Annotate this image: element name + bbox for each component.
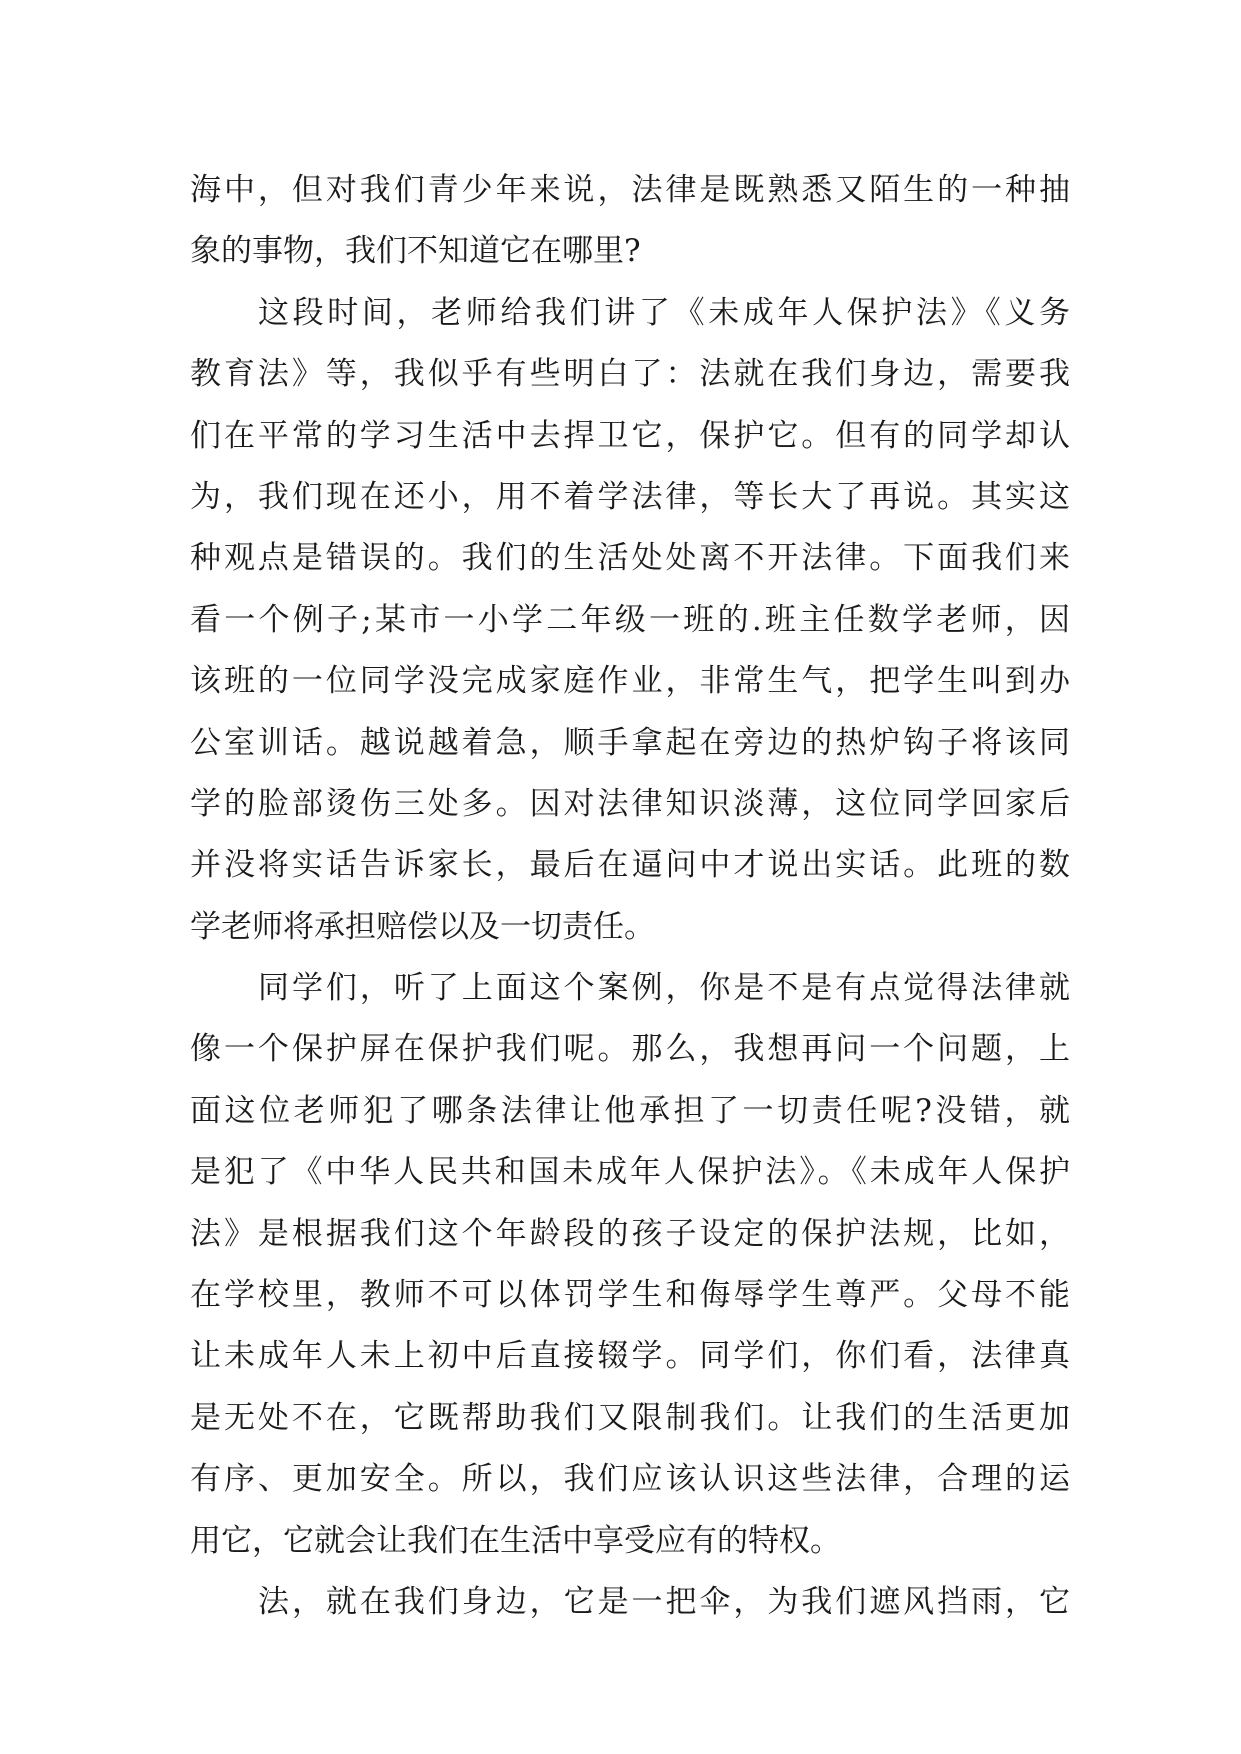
text-line: 在学校里，教师不可以体罚学生和侮辱学生尊严。父母不能 bbox=[190, 1277, 1070, 1314]
paragraph-start-line: 法，就在我们身边，它是一把伞，为我们遮风挡雨，它 bbox=[258, 1583, 1070, 1620]
paragraph-start-line: 这段时间，老师给我们讲了《未成年人保护法》《义务 bbox=[258, 294, 1070, 331]
text-line: 该班的一位同学没完成家庭作业，非常生气，把学生叫到办 bbox=[190, 663, 1070, 700]
text-line: 象的事物，我们不知道它在哪里? bbox=[190, 233, 641, 270]
text-line: 有序、更加安全。所以，我们应该认识这些法律，合理的运 bbox=[190, 1461, 1070, 1498]
text-line: 用它，它就会让我们在生活中享受应有的特权。 bbox=[190, 1522, 841, 1559]
text-line: 种观点是错误的。我们的生活处处离不开法律。下面我们来 bbox=[190, 540, 1070, 577]
text-line: 法》是根据我们这个年龄段的孩子设定的保护法规，比如， bbox=[190, 1215, 1070, 1252]
text-line: 是犯了《中华人民共和国未成年人保护法》。《未成年人保护 bbox=[190, 1154, 1070, 1191]
paragraph-start-line: 同学们，听了上面这个案例，你是不是有点觉得法律就 bbox=[258, 970, 1070, 1007]
text-line: 学的脸部烫伤三处多。因对法律知识淡薄，这位同学回家后 bbox=[190, 785, 1070, 822]
text-line: 为，我们现在还小，用不着学法律，等长大了再说。其实这 bbox=[190, 478, 1070, 515]
text-line: 并没将实话告诉家长，最后在逼问中才说出实话。此班的数 bbox=[190, 847, 1070, 884]
text-line: 海中，但对我们青少年来说，法律是既熟悉又陌生的一种抽 bbox=[190, 172, 1070, 208]
text-line: 像一个保护屏在保护我们呢。那么，我想再问一个问题，上 bbox=[190, 1031, 1070, 1068]
text-line: 让未成年人未上初中后直接辍学。同学们，你们看，法律真 bbox=[190, 1338, 1070, 1375]
text-line: 们在平常的学习生活中去捍卫它，保护它。但有的同学却认 bbox=[190, 417, 1070, 454]
text-line: 看一个例子;某市一小学二年级一班的.班主任数学老师，因 bbox=[190, 601, 1070, 638]
body-text bbox=[190, 160, 1070, 1633]
text-line: 学老师将承担赔偿以及一切责任。 bbox=[190, 908, 655, 945]
text-line: 教育法》等，我似乎有些明白了：法就在我们身边，需要我 bbox=[190, 356, 1070, 393]
text-line: 面这位老师犯了哪条法律让他承担了一切责任呢?没错，就 bbox=[190, 1092, 1070, 1129]
text-line: 是无处不在，它既帮助我们又限制我们。让我们的生活更加 bbox=[190, 1399, 1070, 1436]
text-line: 公室训话。越说越着急，顺手拿起在旁边的热炉钩子将该同 bbox=[190, 724, 1070, 761]
